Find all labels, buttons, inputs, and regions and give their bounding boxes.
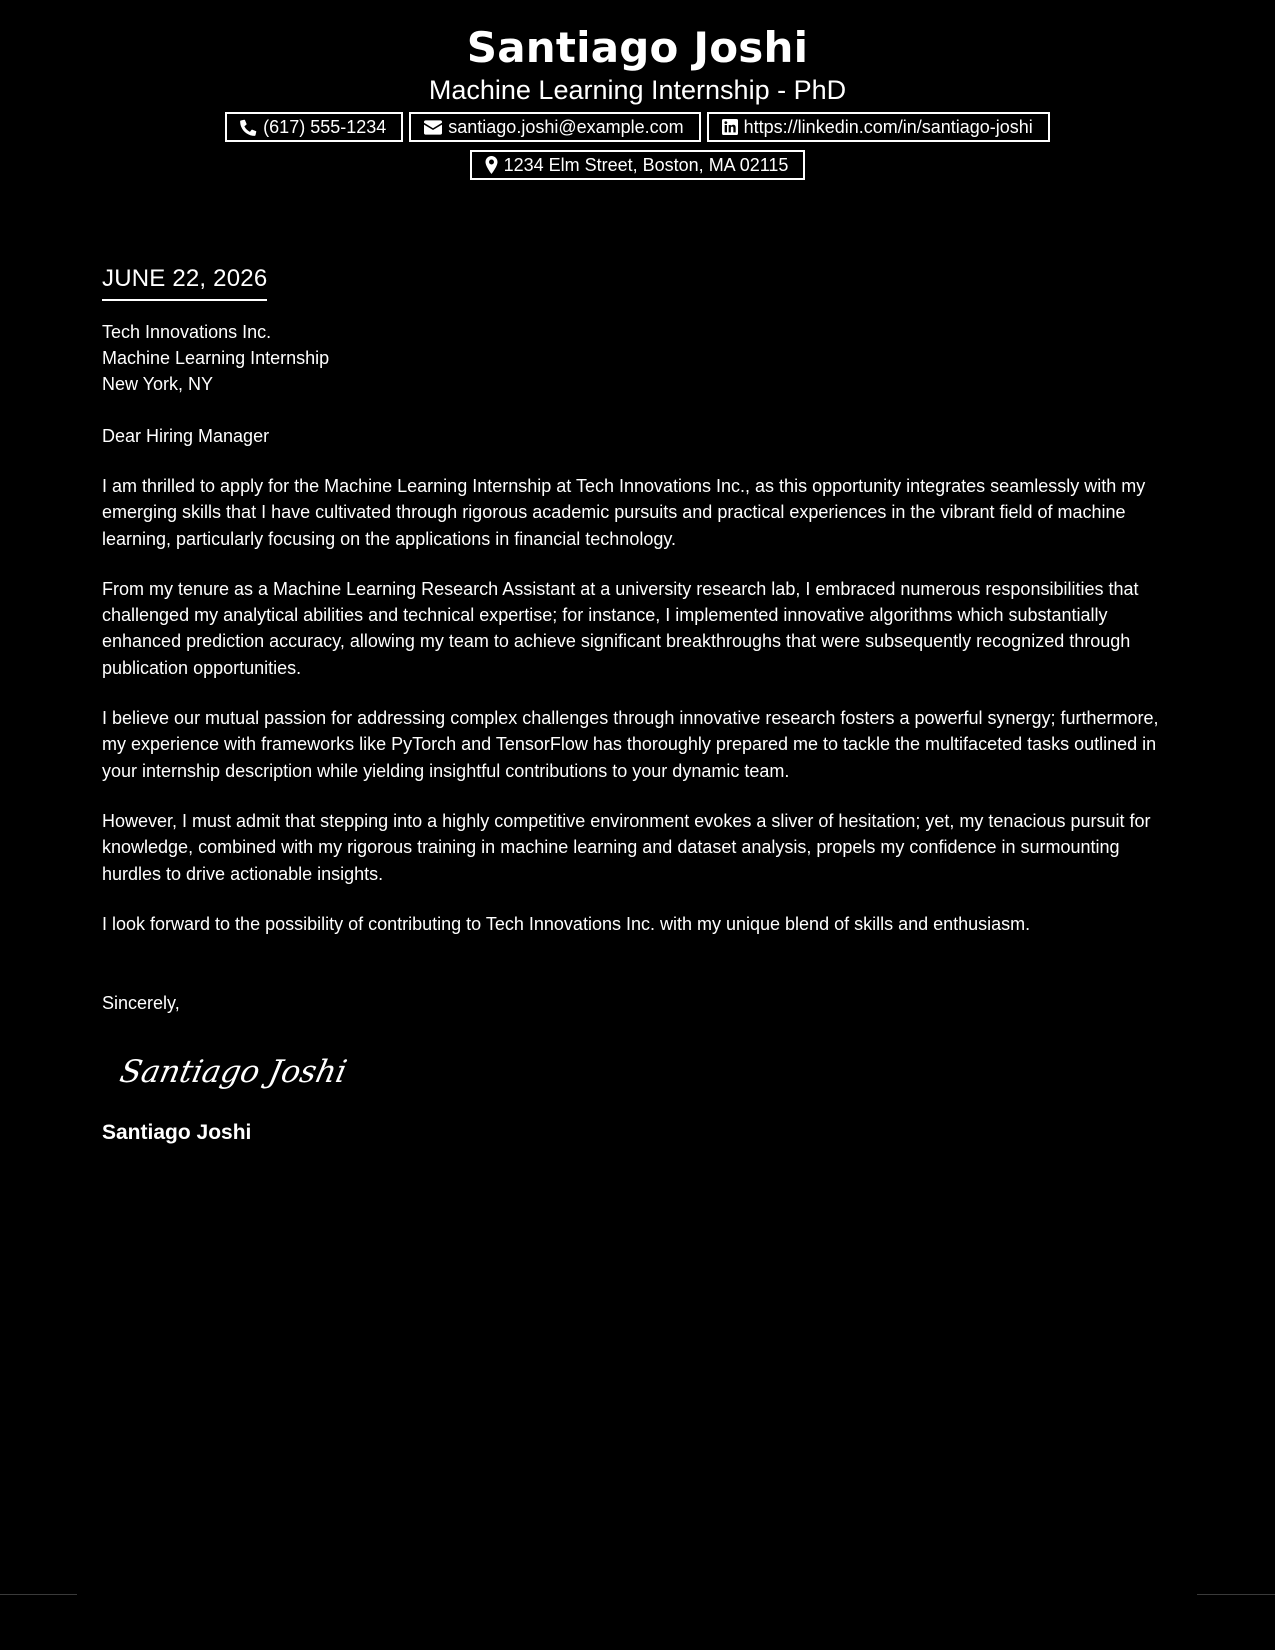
address-row <box>0 150 1275 180</box>
greeting: Dear Hiring Manager <box>102 426 270 446</box>
map-marker-icon <box>485 156 498 174</box>
letter-header <box>0 22 1275 180</box>
footer-line-right <box>1197 1594 1275 1595</box>
linkedin-contact[interactable] <box>707 112 1050 142</box>
recipient-position: Machine Learning Internship <box>102 348 330 368</box>
phone-icon <box>240 119 257 136</box>
recipient-location: New York, NY <box>102 374 214 394</box>
letter-body <box>102 264 1177 1147</box>
address-text: 1234 Elm Street, Boston, MA 02115 <box>503 155 789 175</box>
applicant-name: Santiago Joshi <box>466 23 809 72</box>
letter-date: JUNE 22, 2026 <box>102 264 267 301</box>
phone-contact[interactable] <box>225 112 403 142</box>
signer-name: Santiago Joshi <box>102 1121 252 1145</box>
applicant-role: Machine Learning Internship - PhD <box>428 75 847 105</box>
linkedin-icon <box>722 119 738 135</box>
paragraph-4: However, I must admit that stepping into a highly competitive environment evokes a sliver of hesitation; yet, my tenacious pursuit for knowledge, combined with my rigorous training in machine learning and dataset analysis, propels my confidence in surmounting hurdles to drive actionable insights. <box>102 810 1151 884</box>
envelope-icon <box>424 120 442 135</box>
signature-image <box>116 1046 356 1096</box>
contact-row <box>0 112 1275 142</box>
paragraph-1: I am thrilled to apply for the Machine Learning Internship at Tech Innovations Inc., as this opportunity integrates seamlessly with my emerging skills that I have cultivated through rigorous academic pursuits and practical experiences in the vibrant field of machine learning, particularly focusing on the applications in financial technology. <box>102 476 1146 549</box>
recipient-company: Tech Innovations Inc. <box>102 322 272 342</box>
phone-text: (617) 555-1234 <box>263 117 387 137</box>
recipient-block <box>102 319 1177 397</box>
paragraph-3: I believe our mutual passion for addressing complex challenges through innovative research fosters a powerful synergy; furthermore, my experience with frameworks like PyTorch and TensorFlow has thoroughly prepared me to tackle the multifaceted tasks outlined in your internship description while yielding insightful contributions to your dynamic team. <box>102 708 1159 781</box>
paragraph-2: From my tenure as a Machine Learning Research Assistant at a university research lab, I embraced numerous responsibilities that challenged my analytical abilities and technical expertise; for instance, I implemented innovative algorithms which substantially enhanced prediction accuracy, allowing my team to achieve significant breakthroughs that were subsequently recognized through publication opportunities. <box>102 578 1139 678</box>
address-contact[interactable] <box>470 150 806 180</box>
email-contact[interactable] <box>409 112 700 142</box>
closing: Sincerely, <box>102 993 180 1014</box>
email-text: santiago.joshi@example.com <box>448 117 684 137</box>
paragraph-5: I look forward to the possibility of contributing to Tech Innovations Inc. with my unique blend of skills and enthusiasm. <box>102 913 1031 934</box>
footer-line-left <box>0 1594 77 1595</box>
svg-text:Santiago Joshi: Santiago Joshi <box>116 1054 350 1091</box>
linkedin-text: https://linkedin.com/in/santiago-joshi <box>743 117 1033 137</box>
